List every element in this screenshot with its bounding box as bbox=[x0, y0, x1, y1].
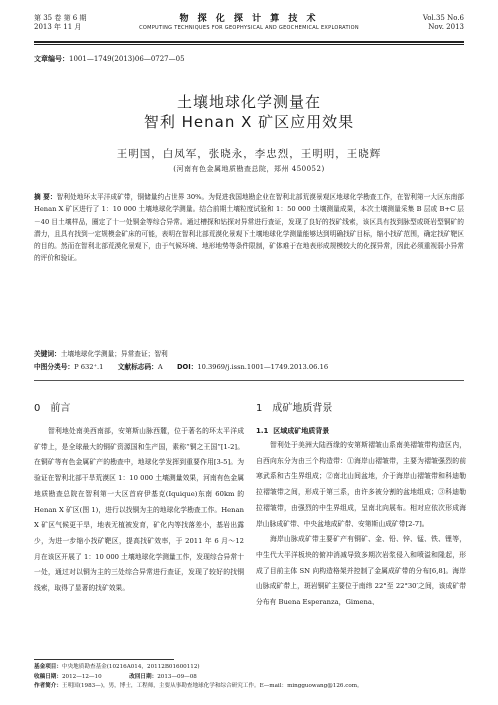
header-rule-thin bbox=[34, 44, 464, 45]
author-list: 王明国，白凤军，张晓永，李忠烈，王明明，王晓辉 bbox=[116, 148, 382, 160]
revised-label: 改回日期： bbox=[129, 673, 158, 680]
volume-issue-cn: 第 35 卷 第 6 期 bbox=[34, 14, 87, 22]
article-number-label: 文章编号： bbox=[34, 54, 69, 63]
footnote-author bbox=[34, 682, 464, 692]
fund-text: 中央地质勘查基金(10216A014，20112B01600112) bbox=[61, 664, 200, 670]
article-number bbox=[34, 54, 185, 64]
subsection-title: 区域成矿地质背景 bbox=[273, 427, 330, 435]
section-title: 前言 bbox=[50, 403, 71, 414]
classification-line bbox=[34, 361, 464, 371]
section-number: 0 bbox=[34, 403, 41, 414]
doi-value: 10.3969/j.issn.1001—1749.2013.06.16 bbox=[197, 363, 329, 371]
geology-paragraph-2: 海岸山脉成矿带主要矿产有铜矿、金、铅、锌、锰、铁、锂等，中生代大平洋板块的俯冲消减导致多期次岩浆侵入和喷溢和隆起，形成了目前主体 SN 向构造格架并控制了金属成矿带的分布[6,8]。海岸山脉成矿带上，斑岩铜矿主要位于南纬 22°至 22°30′之间，该成矿带分布有 Buena Esperanza，Gimena、 bbox=[256, 535, 466, 607]
left-column bbox=[34, 398, 244, 597]
footnote-dates bbox=[34, 673, 464, 683]
intro-paragraph: 智利地处南美西南部，安第斯山脉西麓，位于著名的环太平洋成矿带上，是全球最大的铜矿资源国和生产国，素称“铜之王国”[1-2]。在铜矿等有色金属矿产的勘查中，地球化学发挥到重要作用[3-5]。为验证在智利北部干旱荒漠区 1：10 000 土壤测量效果，河南有色金属地质勘查总院在智利第一大区首府伊基克(Iquique)东南 60km 的 Henan X 矿区(图 1)，进行以找铜为主的地球化学勘查工作。Henan X 矿区气候更干旱，地表无植被发育，矿化内等找落差小，基岩出露少，为进一步缩小找矿靶区，提高找矿效率，于 2011 年 6 月～12 月在该区开展了 1：10 000 土壤地球化学测量工作，发现综合异常十一处，通过对以铜为主的三处综合异常进行查证，发现了较好的找铜线索，取得了显著的找矿效果。 bbox=[34, 427, 244, 593]
footnotes bbox=[34, 663, 464, 692]
received-date: 2012—12—10 bbox=[61, 673, 102, 680]
paper-title-line2: 智利 Henan X 矿区应用效果 bbox=[143, 113, 355, 131]
affiliation: (河南有色金属地质勘查总院，郑州 450052) bbox=[173, 165, 325, 173]
article-number-value: 1001—1749(2013)06—0727—05 bbox=[69, 55, 185, 63]
section-heading-intro bbox=[34, 398, 244, 420]
journal-header bbox=[34, 14, 464, 42]
section-title: 成矿地质背景 bbox=[272, 403, 333, 414]
paper-title-line1: 土壤地球化学测量在 bbox=[176, 93, 321, 111]
volume-issue-en: Vol.35 No.6 bbox=[422, 14, 464, 22]
journal-name-cn: 物 探 化 探 计 算 技 术 bbox=[179, 14, 319, 24]
doc-code-label: 文献标志码： bbox=[117, 363, 158, 371]
subsection-heading bbox=[256, 424, 466, 438]
keywords-label: 关键词： bbox=[34, 350, 61, 358]
keywords-text: 土壤地球化学测量；异常查证；智利 bbox=[60, 350, 168, 358]
abstract bbox=[34, 191, 464, 265]
received-label: 收稿日期： bbox=[34, 673, 62, 680]
doc-code-value: A bbox=[157, 363, 163, 371]
header-left bbox=[34, 14, 87, 32]
abstract-text: 智利处地环太平洋成矿带，铜储量约占世界 30%。为促进我国地勘企业在智利北部荒漠景观区地球化学勘查工作，在智利第一大区东南部 Henan X 矿区进行了 1：10 000 土壤地球化学测量。结合前期土壤粒度试验和 1：50 000 土壤测量成果，本次土壤测量采集 B 层或 B+C 层－40 目土壤样品，圈定了十一处铜金等综合异常。通过槽探和钻探对异常进行查证，发现了良好的找矿线索，该区具有找到脉型或斑岩型铜矿的潜力，且具有找到一定规模金矿床的可能，表明在智利北部荒漠化景观下土壤地球化学测量能够达到明确找矿目标，缩小找矿范围，确定找矿靶区的目的。然而在智利北部荒漠化景观下，由于气候环境、地形地势等条件限制，矿体难于在地表形成规模较大的化探异常，因此必须重视弱小异常的评价和验证。 bbox=[34, 193, 464, 263]
author-bio-text: 王明国(1983—)，男，博士，工程师，主要从事勘查地球化学和综合研究工作。E—mail：mingguowang@126.com。 bbox=[61, 683, 363, 689]
abstract-separator bbox=[34, 380, 464, 381]
date-cn: 2013 年 11 月 bbox=[34, 23, 82, 31]
footnote-rule bbox=[34, 659, 174, 660]
author-bio-label: 作者简介： bbox=[34, 683, 62, 689]
fund-label: 基金项目： bbox=[34, 664, 62, 670]
keywords bbox=[34, 348, 464, 358]
date-en: Nov. 2013 bbox=[428, 23, 464, 31]
geology-paragraph-1: 智利处于美洲大陆西缘的安第斯褶皱山系南美褶皱带构造区内，自西向东分为由三个构造带：①海岸山褶皱带，主要为褶皱强烈的前寒武系和古生界组成；②南北山间盆地，介于海岸山褶皱带和科迪勒拉褶皱带之间，形成于第三系，由许多被分割的盆地组成；③科迪勒拉褶皱带，由强烈的中生界组成，呈南北向展布。相对应依次形成海岸山脉成矿带、中央盆地成矿带、安第斯山成矿带[2-7]。 bbox=[256, 441, 466, 528]
section-number: 1 bbox=[256, 403, 263, 414]
header-rule-thick bbox=[34, 41, 464, 43]
right-column bbox=[256, 398, 466, 611]
footnote-fund bbox=[34, 663, 464, 673]
header-center bbox=[94, 14, 404, 32]
revised-date: 2013—09—08 bbox=[157, 673, 197, 680]
abstract-label: 摘 要： bbox=[34, 193, 57, 201]
clc-value: P 632⁺.1 bbox=[74, 363, 104, 371]
header-right bbox=[423, 14, 464, 32]
doi-label: DOI： bbox=[176, 363, 198, 371]
subsection-number: 1.1 bbox=[256, 427, 269, 435]
clc-label: 中图分类号： bbox=[34, 363, 75, 371]
journal-name-en: COMPUTING TECHNIQUES FOR GEOPHYSICAL AND GEOCHEMICAL EXPLORATION bbox=[139, 25, 359, 31]
section-heading-geology bbox=[256, 398, 466, 420]
